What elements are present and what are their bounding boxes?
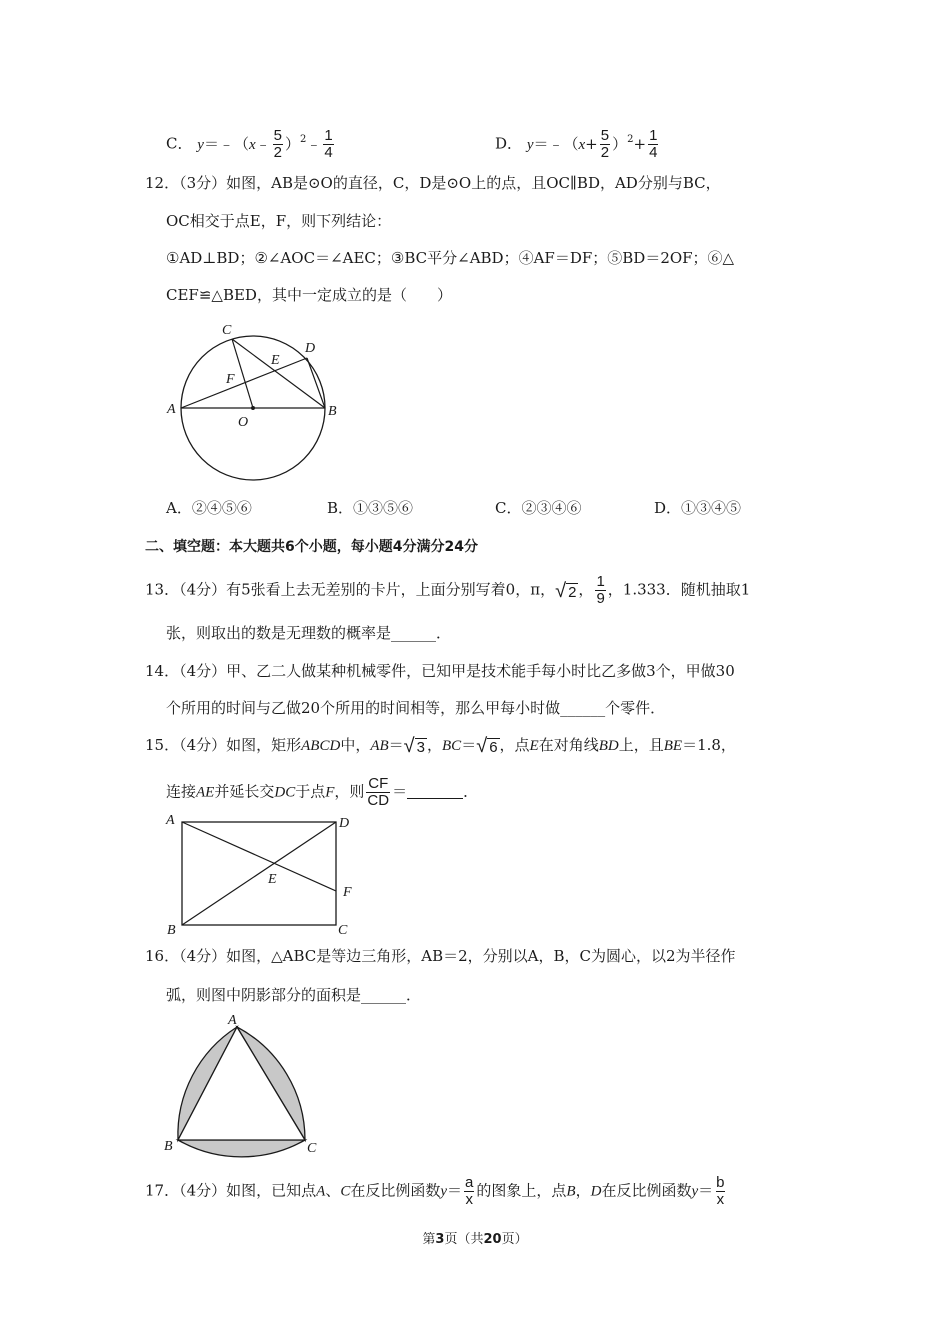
- page-footer: 第3页（共20页）: [422, 1232, 528, 1247]
- q17-stem-line1: 17．（4分）如图，已知点A、C在反比例函数y＝ $\frac{a}{x}$ 的图象上，点B，D在反比例函数y＝ $\frac{b}{x}$: [145, 1174, 725, 1208]
- q12-label-b: B: [328, 404, 337, 419]
- q12-stem-line4: CEF≌△BED，其中一定成立的是（ ）: [166, 286, 452, 304]
- q16-stem-line1: 16．（4分）如图，△ABC是等边三角形，AB＝2，分别以A，B，C为圆心，以2为半径作: [145, 947, 736, 965]
- q12-label-f: F: [226, 372, 235, 387]
- page-total: 20: [483, 1232, 502, 1247]
- q15-rectangle-figure: [162, 812, 362, 937]
- q12-option-d: D．①③④⑤: [654, 499, 742, 517]
- q15-stem-line1: 15．（4分）如图，矩形ABCD中，AB＝ √ 3 ，BC＝ √ 6 ，点E在对角线BD上，且BE＝1.8，: [145, 735, 736, 757]
- q15-label-e: E: [268, 872, 277, 887]
- q11-option-c: C． y＝﹣（x﹣ $\frac{5}{2}$ ）$^2$﹣ $\frac{1}{4}$: [166, 128, 336, 161]
- q14-stem-line2: 个所用的时间与乙做20个所用的时间相等，那么甲每小时做______个零件．: [166, 699, 666, 717]
- q12-circle-figure: [165, 320, 345, 485]
- q16-label-b: B: [164, 1139, 173, 1154]
- q13-stem-line1: 13．（4分）有5张看上去无差别的卡片，上面分别写着0，π， √ 2 ， $\frac{1}{9}$ ，1.333．随机抽取1: [145, 573, 751, 607]
- q11-option-d: D． y＝﹣（x+ $\frac{5}{2}$ ）$^2$+ $\frac{1}{4}$: [495, 128, 660, 161]
- q16-label-c: C: [307, 1141, 317, 1156]
- q14-stem-line1: 14．（4分）甲、乙二人做某种机械零件，已知甲是技术能手每小时比乙多做3个，甲做30: [145, 662, 735, 680]
- q12-label-d: D: [305, 341, 316, 356]
- q16-label-a: A: [228, 1013, 237, 1028]
- q11-option-d-formula: y＝﹣（x+ $\frac{5}{2}$ ）$^2$+ $\frac{1}{4}$: [526, 127, 658, 161]
- q12-label-e: E: [271, 353, 280, 368]
- q13-stem-line2: 张，则取出的数是无理数的概率是______．: [166, 624, 452, 642]
- page-number: 3: [435, 1232, 445, 1247]
- q12-option-b: B．①③⑤⑥: [327, 499, 414, 517]
- q12-label-o: O: [238, 415, 249, 430]
- q12-stem-line2: OC相交于点E，F，则下列结论：: [166, 212, 392, 230]
- q12-label-a: A: [167, 402, 176, 417]
- section2-heading: 二、填空题：本大题共6个小题，每小题4分满分24分: [145, 539, 478, 555]
- q15-label-d: D: [339, 816, 350, 831]
- q15-label-b: B: [167, 923, 176, 937]
- q12-option-c: C．②③④⑥: [495, 499, 582, 517]
- q15-label-c: C: [338, 923, 348, 937]
- q15-label-f: F: [343, 885, 352, 900]
- q12-stem-line1: 12．（3分）如图，AB是⊙O的直径，C，D是⊙O上的点，且OC∥BD，AD分别与BC，: [145, 174, 721, 192]
- q16-stem-line2: 弧，则图中阴影部分的面积是______．: [166, 986, 422, 1004]
- q12-label-c: C: [222, 323, 232, 338]
- q11-option-c-formula: y＝﹣（x﹣ $\frac{5}{2}$ ）$^2$﹣ $\frac{1}{4}$: [197, 127, 333, 161]
- q15-label-a: A: [166, 813, 175, 828]
- q15-stem-line2: 连接AE并延长交DC于点F，则 $\frac{CF}{CD}$ ＝ ．: [166, 775, 479, 809]
- q16-reuleaux-figure: [162, 1012, 332, 1162]
- q12-option-a: A．②④⑤⑥: [166, 499, 252, 517]
- q12-stem-line3: ①AD⊥BD；②∠AOC＝∠AEC；③BC平分∠ABD；④AF＝DF；⑤BD＝2OF；⑥△: [166, 249, 735, 267]
